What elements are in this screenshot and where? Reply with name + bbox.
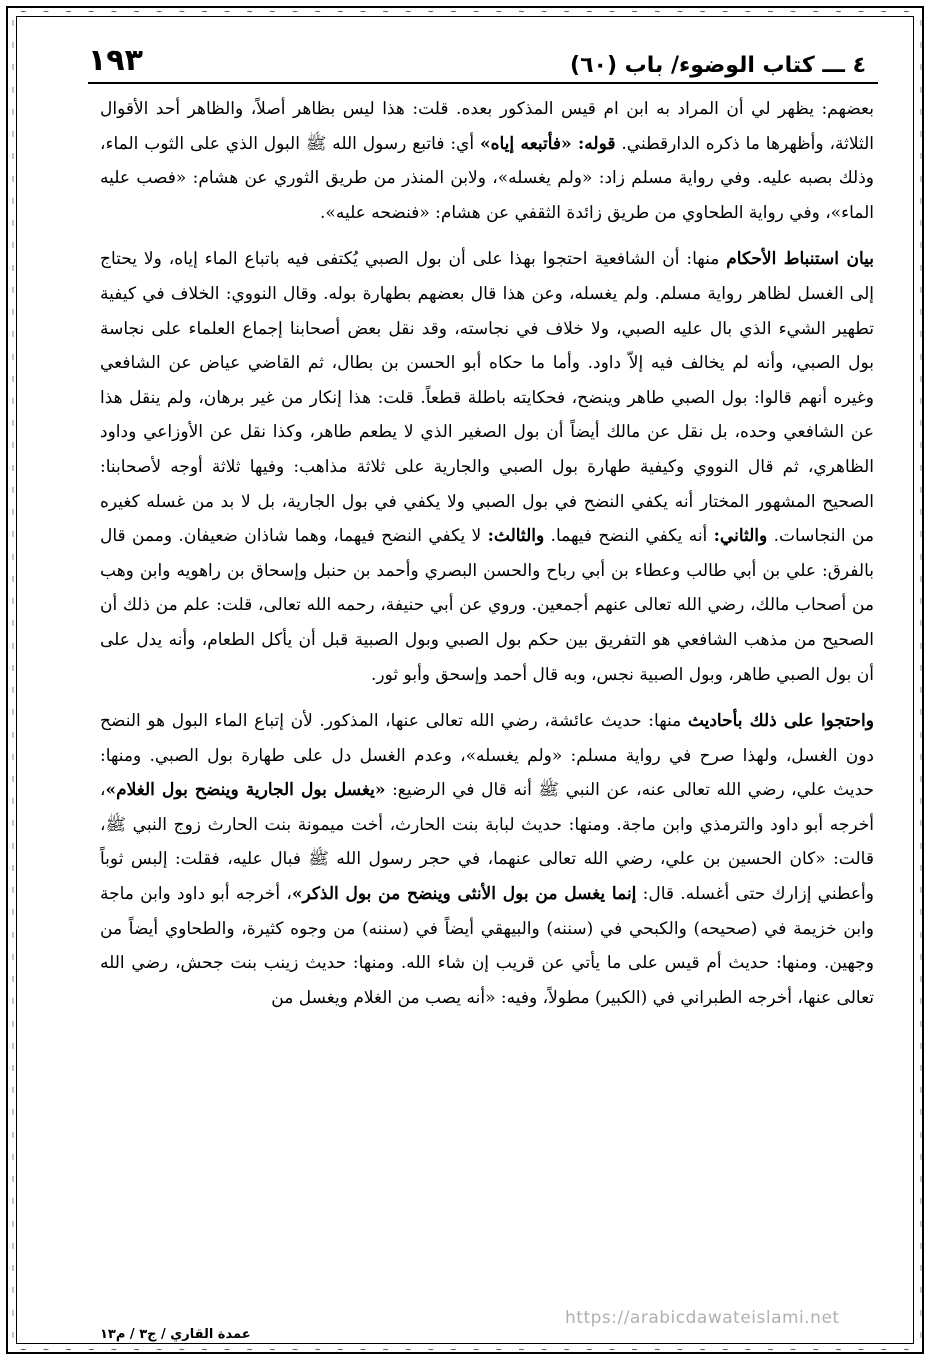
border-ornament-glyph: ⦚ xyxy=(12,263,14,273)
border-ornament-glyph: ⦚ xyxy=(920,241,922,251)
border-ornament-glyph: ⦚ xyxy=(12,752,14,762)
border-ornament-glyph: ⦚ xyxy=(12,708,14,718)
left-border-ornament xyxy=(8,20,18,1340)
border-ornament-glyph: ⦚ xyxy=(12,463,14,473)
border-ornament-glyph: ⦚ xyxy=(920,1064,922,1074)
border-ornament-glyph: ⦚ xyxy=(12,619,14,629)
border-ornament-glyph: ⦚ xyxy=(920,841,922,851)
border-ornament-glyph: ⦚ xyxy=(12,1197,14,1207)
border-ornament-glyph: ∼ xyxy=(608,7,616,16)
page-number: ١٩٣ xyxy=(88,43,143,78)
border-ornament-glyph: ⦚ xyxy=(920,930,922,940)
border-ornament-glyph: ∼ xyxy=(427,7,435,16)
paragraph-bold-text: واحتجوا على ذلك بأحاديث xyxy=(687,711,874,732)
border-ornament-glyph: ⦚ xyxy=(920,152,922,162)
border-ornament-glyph: ∼ xyxy=(42,1345,50,1354)
border-ornament-glyph: ∼ xyxy=(495,1345,503,1354)
paragraph-text: ، أخرجه أبو داود والترمذي وابن ماجة. ومنها: حديث لبابة بنت الحارث، أخت ميمونة بنت الحارث زوج النبي ﷺ، قالت: «كان الحسين بن علي، رضي الله تعالى عنهما، في حجر رسول الله ﷺ فبال عليه، فقلت: إلبس ثوباً وأعطني إزارك حتى أغسله. قال: xyxy=(100,780,874,905)
border-ornament-glyph: ∼ xyxy=(223,1345,231,1354)
border-ornament-glyph: ∼ xyxy=(744,7,752,16)
border-ornament-glyph: ⦚ xyxy=(920,1219,922,1229)
border-ornament-glyph: ⦚ xyxy=(920,85,922,95)
border-ornament-glyph: ⦚ xyxy=(920,908,922,918)
border-ornament-glyph: ∼ xyxy=(382,7,389,16)
border-ornament-glyph: ∼ xyxy=(631,1345,638,1354)
border-ornament-glyph: ⦚ xyxy=(12,797,14,807)
border-ornament-glyph: ⦚ xyxy=(12,485,14,495)
border-ornament-glyph: ⦚ xyxy=(920,997,922,1007)
border-ornament-glyph: ⦚ xyxy=(920,1041,922,1051)
border-ornament-glyph: ⦚ xyxy=(920,1241,922,1251)
border-ornament-glyph: ⦚ xyxy=(920,308,922,318)
border-ornament-glyph: ∼ xyxy=(110,1345,118,1354)
border-ornament-glyph: ⦚ xyxy=(12,530,14,540)
border-ornament-glyph: ⦚ xyxy=(920,1286,922,1296)
border-ornament-glyph: ⦚ xyxy=(920,952,922,962)
border-ornament-glyph: ∼ xyxy=(880,1345,888,1354)
border-ornament-glyph: ∼ xyxy=(450,1345,457,1354)
border-ornament-glyph: ⦚ xyxy=(12,130,14,140)
border-ornament-glyph: ⦚ xyxy=(920,552,922,562)
border-ornament-glyph: ∼ xyxy=(472,7,480,16)
border-ornament-glyph: ⦚ xyxy=(12,1330,14,1340)
paragraph-bold-text: بيان استنباط الأحكام xyxy=(726,249,874,270)
border-ornament-glyph: ⦚ xyxy=(920,263,922,273)
border-ornament-glyph: ⦚ xyxy=(12,863,14,873)
border-ornament-glyph: ⦚ xyxy=(12,819,14,829)
border-ornament-glyph: ⦚ xyxy=(12,908,14,918)
border-ornament-glyph: ⦚ xyxy=(920,20,922,28)
paragraph-bold-text: والثاني: xyxy=(713,526,768,547)
header-rule xyxy=(88,82,878,84)
top-border-ornament xyxy=(20,7,910,17)
border-ornament-glyph: ∼ xyxy=(223,7,231,16)
paragraph-text: أي: فاتبع رسول الله ﷺ البول الذي على الثوب الماء، وذلك بصبه عليه. وفي رواية مسلم زاد: «ولم يغسله»، ولابن المنذر من طريق الثوري عن هشام: «فصب عليه الماء»، وفي رواية الطحاوي من طريق زائدة الثقفي عن هشام: «فنضحه عليه». xyxy=(100,133,874,223)
border-ornament-glyph: ∼ xyxy=(20,7,27,16)
border-ornament-glyph: ∼ xyxy=(178,1345,186,1354)
border-ornament-glyph: ⦚ xyxy=(920,396,922,406)
border-ornament-glyph: ∼ xyxy=(540,1345,548,1354)
border-ornament-glyph: ∼ xyxy=(133,1345,140,1354)
border-ornament-glyph: ∼ xyxy=(902,1345,910,1354)
border-ornament-glyph: ⦚ xyxy=(12,107,14,117)
border-ornament-glyph: ∼ xyxy=(857,1345,865,1354)
border-ornament-glyph: ⦚ xyxy=(920,441,922,451)
border-ornament-glyph: ⦚ xyxy=(12,174,14,184)
border-ornament-glyph: ∼ xyxy=(653,7,661,16)
border-ornament-glyph: ∼ xyxy=(744,1345,752,1354)
border-ornament-glyph: ⦚ xyxy=(12,396,14,406)
border-ornament-glyph: ⦚ xyxy=(920,285,922,295)
body-text xyxy=(100,92,874,1027)
right-border-ornament xyxy=(916,20,926,1340)
border-ornament-glyph: ⦚ xyxy=(920,196,922,206)
border-ornament-glyph: ⦚ xyxy=(12,597,14,607)
border-ornament-glyph: ⦚ xyxy=(920,1308,922,1318)
border-ornament-glyph: ∼ xyxy=(586,7,593,16)
border-ornament-glyph: ⦚ xyxy=(920,419,922,429)
page-header xyxy=(88,34,866,78)
border-ornament-glyph: ⦚ xyxy=(920,352,922,362)
border-ornament-glyph: ∼ xyxy=(540,7,548,16)
border-ornament-glyph: ⦚ xyxy=(920,730,922,740)
border-ornament-glyph: ∼ xyxy=(382,1345,389,1354)
paragraph-bold-text: «يغسل بول الجارية وينضح بول الغلام» xyxy=(105,780,386,801)
border-ornament-glyph: ⦚ xyxy=(920,1108,922,1118)
border-ornament-glyph: ∼ xyxy=(450,7,457,16)
border-ornament-glyph: ⦚ xyxy=(12,975,14,985)
border-ornament-glyph: ∼ xyxy=(812,7,820,16)
border-ornament-glyph: ∼ xyxy=(676,1345,684,1354)
border-ornament-glyph: ∼ xyxy=(65,7,72,16)
border-ornament-glyph: ⦚ xyxy=(12,508,14,518)
paragraph-bold-text: إنما يغسل من بول الأنثى وينضح من بول الذكر» xyxy=(291,884,637,905)
border-ornament-glyph: ∼ xyxy=(178,7,186,16)
border-ornament-glyph: ⦚ xyxy=(920,174,922,184)
border-ornament-glyph: ⦚ xyxy=(12,886,14,896)
border-ornament-glyph: ∼ xyxy=(586,1345,593,1354)
border-ornament-glyph: ⦚ xyxy=(12,1152,14,1162)
border-ornament-glyph: ⦚ xyxy=(12,1264,14,1274)
paragraph-bold-text: قوله: «فأتبعه إياه» xyxy=(479,133,616,154)
border-ornament-glyph: ⦚ xyxy=(920,219,922,229)
border-ornament-glyph: ∼ xyxy=(336,1345,344,1354)
border-ornament-glyph: ⦚ xyxy=(920,574,922,584)
border-ornament-glyph: ⦚ xyxy=(920,1152,922,1162)
border-ornament-glyph: ⦚ xyxy=(920,886,922,896)
border-ornament-glyph: ∼ xyxy=(201,1345,208,1354)
border-ornament-glyph: ∼ xyxy=(789,7,797,16)
border-ornament-glyph: ⦚ xyxy=(12,1019,14,1029)
border-ornament-glyph: ⦚ xyxy=(12,574,14,584)
paragraph xyxy=(100,92,874,230)
border-ornament-glyph: ⦚ xyxy=(12,1175,14,1185)
border-ornament-glyph: ∼ xyxy=(359,1345,367,1354)
border-ornament-glyph: ⦚ xyxy=(920,463,922,473)
border-ornament-glyph: ∼ xyxy=(518,1345,525,1354)
border-ornament-glyph: ∼ xyxy=(812,1345,820,1354)
border-ornament-glyph: ⦚ xyxy=(920,797,922,807)
paragraph xyxy=(100,242,874,692)
border-ornament-glyph: ⦚ xyxy=(12,196,14,206)
border-ornament-glyph: ∼ xyxy=(427,1345,435,1354)
border-ornament-glyph: ∼ xyxy=(472,1345,480,1354)
border-ornament-glyph: ∼ xyxy=(314,1345,322,1354)
border-ornament-glyph: ⦚ xyxy=(920,819,922,829)
border-ornament-glyph: ⦚ xyxy=(12,330,14,340)
border-ornament-glyph: ∼ xyxy=(495,7,503,16)
border-ornament-glyph: ∼ xyxy=(291,1345,299,1354)
border-ornament-glyph: ∼ xyxy=(314,7,322,16)
border-ornament-glyph: ∼ xyxy=(835,1345,842,1354)
border-ornament-glyph: ⦚ xyxy=(920,641,922,651)
border-ornament-glyph: ∼ xyxy=(608,1345,616,1354)
border-ornament-glyph: ⦚ xyxy=(920,708,922,718)
border-ornament-glyph: ∼ xyxy=(133,7,140,16)
border-ornament-glyph: ⦚ xyxy=(12,1108,14,1118)
border-ornament-glyph: ⦚ xyxy=(920,663,922,673)
border-ornament-glyph: ∼ xyxy=(880,7,888,16)
border-ornament-glyph: ∼ xyxy=(155,7,163,16)
border-ornament-glyph: ⦚ xyxy=(12,1308,14,1318)
border-ornament-glyph: ∼ xyxy=(201,7,208,16)
border-ornament-glyph: ⦚ xyxy=(12,63,14,73)
border-ornament-glyph: ∼ xyxy=(404,1345,412,1354)
border-ornament-glyph: ∼ xyxy=(676,7,684,16)
border-ornament-glyph: ⦚ xyxy=(920,130,922,140)
border-ornament-glyph: ∼ xyxy=(20,1345,27,1354)
border-ornament-glyph: ⦚ xyxy=(920,374,922,384)
border-ornament-glyph: ⦚ xyxy=(920,1330,922,1340)
border-ornament-glyph: ⦚ xyxy=(920,597,922,607)
border-ornament-glyph: ∼ xyxy=(87,1345,95,1354)
border-ornament-glyph: ⦚ xyxy=(12,1086,14,1096)
border-ornament-glyph: ⦚ xyxy=(12,352,14,362)
border-ornament-glyph: ⦚ xyxy=(12,1064,14,1074)
border-ornament-glyph: ⦚ xyxy=(12,1041,14,1051)
border-ornament-glyph: ⦚ xyxy=(920,508,922,518)
border-ornament-glyph: ⦚ xyxy=(920,1175,922,1185)
border-ornament-glyph: ∼ xyxy=(721,1345,729,1354)
border-ornament-glyph: ⦚ xyxy=(12,997,14,1007)
paragraph-text: منها: أن الشافعية احتجوا بهذا على أن بول الصبي يُكتفى فيه باتباع الماء إياه، ولا يحتاج إلى الغسل لظاهر رواية مسلم. ولم يغسله، وعن هذا قال بعضهم بطهارة بوله. وقال النووي: الخلاف في كيفية تطهير الشيء الذي بال عليه الصبي، ولا خلاف في نجاسته، وقد نقل بعض أصحابنا إجماع العلماء على نجاسة بول الصبي، وأنه لم يخالف فيه إلاّ داود. وأما ما حكاه أبو الحسن بن بطال، ثم القاضي عياض عن الشافعي وغيره أنهم قالوا: بول الصبي طاهر وينضح، فحكايته باطلة قطعاً. قلت: هذا إنكار من غير برهان، ولم ينقل هذا عن الشافعي وحده، بل نقل عن مالك أيضاً أن بول الصغير الذي لا يطعم طاهر، وكذا نقل عن الأوزاعي وداود الظاهري، ثم قال النووي وكيفية طهارة بول الصبي والجارية على ثلاثة مذاهب: وفيها ثلاثة أوجه لأصحابنا: الصحيح المشهور المختار أنه يكفي النضح في بول الصبي ولا يكفي في بول الجارية، بل لا بد من غسله كغيره من النجاسات. xyxy=(100,249,875,547)
bottom-border-ornament xyxy=(20,1345,910,1355)
border-ornament-glyph: ⦚ xyxy=(920,1130,922,1140)
border-ornament-glyph: ⦚ xyxy=(920,107,922,117)
border-ornament-glyph: ⦚ xyxy=(920,1086,922,1096)
paragraph-text: منها: حديث عائشة، رضي الله تعالى عنها، المذكور. لأن إتباع الماء البول هو النضح دون الغسل، ولهذا صرح في رواية مسلم: «ولم يغسله»، وعدم الغسل دل على طهارة بول الصبي. ومنها: حديث علي، رضي الله تعالى عنه، عن النبي ﷺ أنه قال في الرضيع: xyxy=(100,711,874,801)
border-ornament-glyph: ∼ xyxy=(835,7,842,16)
border-ornament-glyph: ⦚ xyxy=(920,619,922,629)
border-ornament-glyph: ⦚ xyxy=(12,663,14,673)
border-ornament-glyph: ∼ xyxy=(336,7,344,16)
border-ornament-glyph: ⦚ xyxy=(12,841,14,851)
border-ornament-glyph: ⦚ xyxy=(920,330,922,340)
border-ornament-glyph: ⦚ xyxy=(12,219,14,229)
border-ornament-glyph: ⦚ xyxy=(12,441,14,451)
border-ornament-glyph: ⦚ xyxy=(920,774,922,784)
border-ornament-glyph: ∼ xyxy=(789,1345,797,1354)
border-ornament-glyph: ⦚ xyxy=(12,20,14,28)
volume-footer: عمدة القاري / ج٣ / م١٣ xyxy=(100,1327,251,1342)
border-ornament-glyph: ⦚ xyxy=(12,1130,14,1140)
border-ornament-glyph: ∼ xyxy=(246,7,254,16)
border-ornament-glyph: ⦚ xyxy=(12,952,14,962)
border-ornament-glyph: ⦚ xyxy=(12,152,14,162)
border-ornament-glyph: ∼ xyxy=(631,7,638,16)
border-ornament-glyph: ∼ xyxy=(699,1345,706,1354)
border-ornament-glyph: ⦚ xyxy=(920,975,922,985)
border-ornament-glyph: ∼ xyxy=(87,7,95,16)
border-ornament-glyph: ⦚ xyxy=(920,485,922,495)
border-ornament-glyph: ∼ xyxy=(857,7,865,16)
border-ornament-glyph: ⦚ xyxy=(920,752,922,762)
border-ornament-glyph: ⦚ xyxy=(920,63,922,73)
border-ornament-glyph: ∼ xyxy=(155,1345,163,1354)
border-ornament-glyph: ∼ xyxy=(42,7,50,16)
border-ornament-glyph: ⦚ xyxy=(12,1219,14,1229)
border-ornament-glyph: ⦚ xyxy=(12,1286,14,1296)
border-ornament-glyph: ⦚ xyxy=(12,419,14,429)
paragraph-text: لا يكفي النضح فيهما، وهما شاذان ضعيفان. وممن قال بالفرق: علي بن أبي طالب وعطاء بن أبي رباح والحسن البصري وأحمد بن حنبل وإسحاق بن راهويه وابن وهب من أصحاب مالك، رضي الله تعالى عنهم أجمعين. وروي عن أبي حنيفة، رحمه الله تعالى، قلت: علم من ذلك أن الصحيح من مذهب الشافعي هو التفريق بين حكم بول الصبي وبول الصبية قبل أن يأكل الطعام، وأنه يدل على أن بول الصبي طاهر، وبول الصبية نجس، وبه قال أحمد وإسحق وأبو ثور. xyxy=(100,526,874,685)
border-ornament-glyph: ∼ xyxy=(563,7,571,16)
border-ornament-glyph: ⦚ xyxy=(12,41,14,51)
border-ornament-glyph: ⦚ xyxy=(920,1197,922,1207)
running-title: ٤ ـــ كتاب الوضوء/ باب (٦٠) xyxy=(570,53,866,78)
border-ornament-glyph: ∼ xyxy=(653,1345,661,1354)
paragraph-text: أنه يكفي النضح فيهما. xyxy=(544,526,714,547)
paragraph-text: ، أخرجه أبو داود وابن ماجة وابن خزيمة في (صحيحه) والكبحي في (سننه) والبيهقي أيضاً في (سننه) من وجوه كثيرة، والطحاوي أيضاً من وجهين. ومنها: حديث أم قيس على ما يأتي عن قريب إن شاء الله. ومنها: حديث زينب بنت جحش، رضي الله تعالى عنها، أخرجه الطبراني في (الكبير) مطولاً، وفيه: «أنه يصب من الغلام ويغسل من xyxy=(100,884,874,1008)
border-ornament-glyph: ⦚ xyxy=(12,241,14,251)
border-ornament-glyph: ⦚ xyxy=(12,641,14,651)
border-ornament-glyph: ⦚ xyxy=(12,1241,14,1251)
border-ornament-glyph: ⦚ xyxy=(12,552,14,562)
border-ornament-glyph: ⦚ xyxy=(12,930,14,940)
border-ornament-glyph: ⦚ xyxy=(920,1264,922,1274)
border-ornament-glyph: ∼ xyxy=(518,7,525,16)
border-ornament-glyph: ⦚ xyxy=(12,285,14,295)
paragraph xyxy=(100,704,874,1015)
border-ornament-glyph: ⦚ xyxy=(12,374,14,384)
border-ornament-glyph: ∼ xyxy=(563,1345,571,1354)
border-ornament-glyph: ⦚ xyxy=(12,686,14,696)
border-ornament-glyph: ⦚ xyxy=(12,85,14,95)
border-ornament-glyph: ⦚ xyxy=(12,308,14,318)
border-ornament-glyph: ∼ xyxy=(767,1345,774,1354)
border-ornament-glyph: ∼ xyxy=(359,7,367,16)
border-ornament-glyph: ∼ xyxy=(110,7,118,16)
border-ornament-glyph: ∼ xyxy=(404,7,412,16)
border-ornament-glyph: ⦚ xyxy=(920,41,922,51)
border-ornament-glyph: ⦚ xyxy=(920,530,922,540)
paragraph-bold-text: والثالث: xyxy=(487,526,545,547)
border-ornament-glyph: ⦚ xyxy=(920,1019,922,1029)
border-ornament-glyph: ∼ xyxy=(65,1345,72,1354)
border-ornament-glyph: ∼ xyxy=(291,7,299,16)
border-ornament-glyph: ∼ xyxy=(269,7,276,16)
border-ornament-glyph: ⦚ xyxy=(920,686,922,696)
border-ornament-glyph: ∼ xyxy=(269,1345,276,1354)
border-ornament-glyph: ⦚ xyxy=(12,774,14,784)
border-ornament-glyph: ∼ xyxy=(721,7,729,16)
border-ornament-glyph: ∼ xyxy=(767,7,774,16)
border-ornament-glyph: ∼ xyxy=(902,7,910,16)
border-ornament-glyph: ⦚ xyxy=(920,863,922,873)
paragraph-text: بعضهم: يظهر لي أن المراد به ابن ام قيس المذكور بعده. قلت: هذا ليس بظاهر أصلاً، والظاهر أحد الأقوال الثلاثة، وأظهرها ما ذكره الدارقطني. xyxy=(100,99,875,154)
border-ornament-glyph: ∼ xyxy=(246,1345,254,1354)
border-ornament-glyph: ∼ xyxy=(699,7,706,16)
watermark-link[interactable]: https://arabicdawateislami.net xyxy=(565,1308,840,1328)
border-ornament-glyph: ⦚ xyxy=(12,730,14,740)
